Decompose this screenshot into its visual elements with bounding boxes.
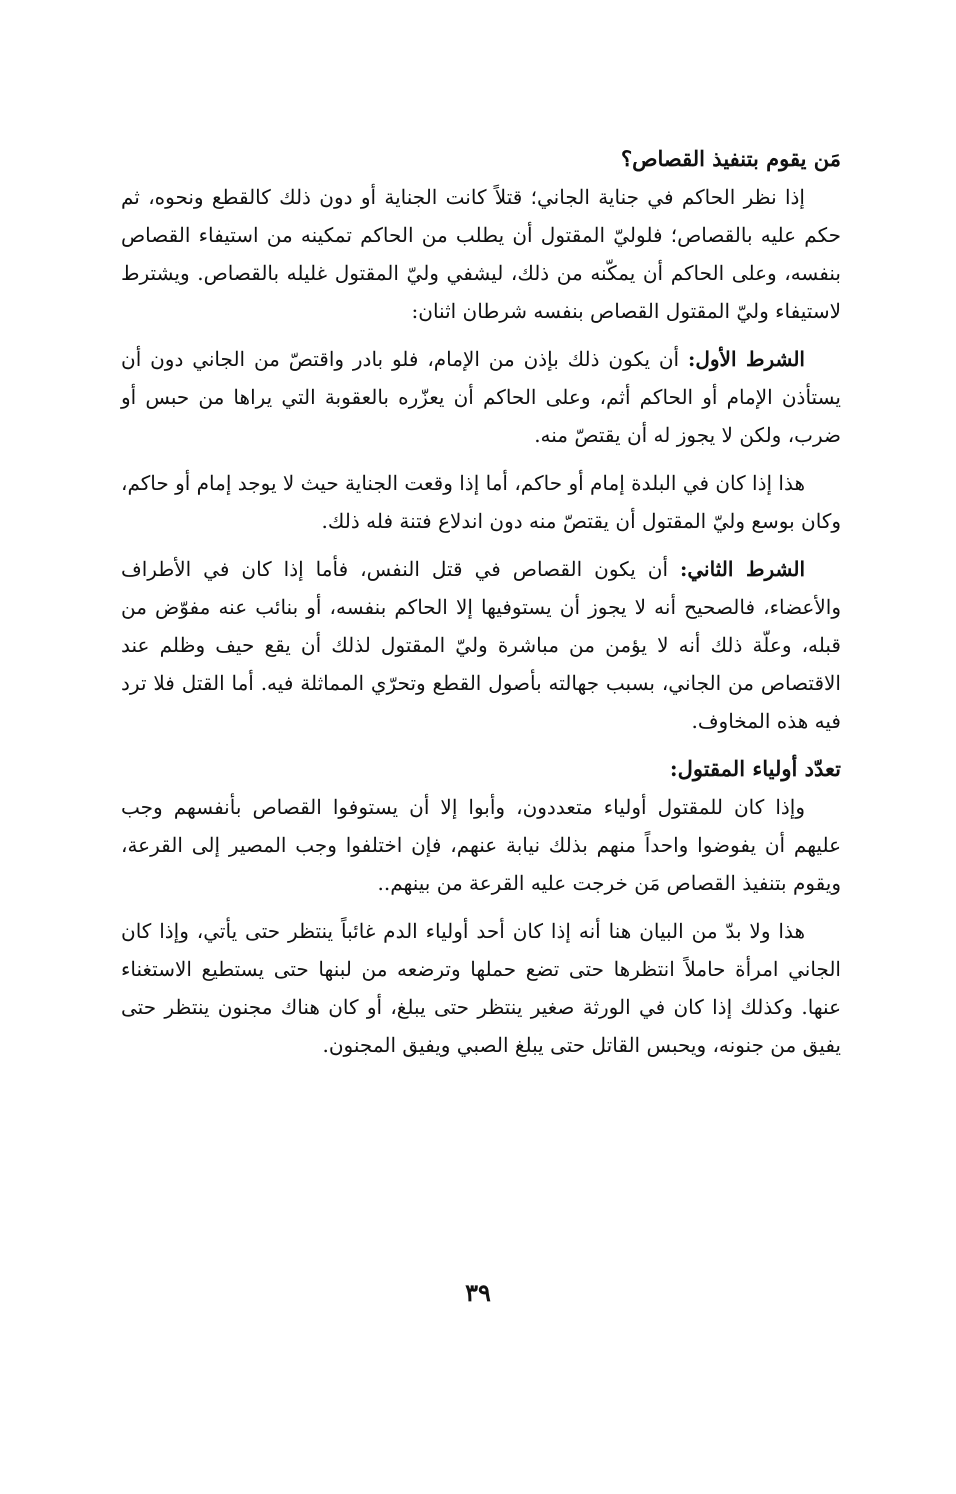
text-column (121, 140, 841, 1074)
condition-two-text: أن يكون القصاص في قتل النفس، فأما إذا كان في الأطراف والأعضاء، فالصحيح أنه لا يجوز أن يستوفيها إلا الحاكم بنفسه، أو بنائب عنه مفوّض من قبله، وعلّة ذلك أنه لا يؤمن من مباشرة وليّ المقتول لذلك أن يقع حيف وظلم عند الاقتصاص من الجاني، بسبب جهالته بأصول القطع وتحرّي المماثلة فيه. أما القتل فلا ترد فيه هذه المخاوف. (121, 557, 841, 733)
paragraph-intro: إذا نظر الحاكم في جناية الجاني؛ قتلاً كانت الجناية أو دون ذلك كالقطع ونحوه، ثم حكم عليه بالقصاص؛ فلوليّ المقتول أن يطلب من الحاكم تمكينه من استيفاء القصاص بنفسه، وعلى الحاكم أن يمكّنه من ذلك، ليشفي وليّ المقتول غليله بالقصاص. ويشترط لاستيفاء وليّ المقتول القصاص بنفسه شرطان اثنان: (121, 185, 841, 323)
page-number: ٣٩ (465, 1278, 491, 1307)
paragraph-condition-one (121, 340, 841, 454)
section-heading-who-executes: مَن يقوم بتنفيذ القصاص؟ (621, 146, 841, 171)
condition-two-label: الشرط الثاني: (680, 557, 806, 581)
condition-one-label: الشرط الأول: (687, 347, 805, 371)
paragraph-condition-two (121, 550, 841, 740)
section-heading-multiple-guardians: تعدّد أولياء المقتول: (669, 756, 841, 781)
condition-one-text: أن يكون ذلك بإذن من الإمام، فلو بادر واقتصّ من الجاني دون أن يستأذن الإمام أو الحاكم أثم، وعلى الحاكم أن يعزّره بالعقوبة التي يراها من حبس أو ضرب، ولكن لا يجوز له أن يقتصّ منه. (121, 347, 841, 447)
paragraph-no-ruler: هذا إذا كان في البلدة إمام أو حاكم، أما إذا وقعت الجناية حيث لا يوجد إمام أو حاكم، وكان بوسع وليّ المقتول أن يقتصّ منه دون اندلاع فتنة فله ذلك. (121, 471, 841, 533)
paragraph-multiple-guardians: وإذا كان للمقتول أولياء متعددون، وأبوا إلا أن يستوفوا القصاص بأنفسهم وجب عليهم أن يفوضوا واحداً منهم بذلك نيابة عنهم، فإن اختلفوا وجب المصير إلى القرعة، ويقوم بتنفيذ القصاص مَن خرجت عليه القرعة من بينهم.. (121, 795, 842, 895)
paragraph-waiting-cases: هذا ولا بدّ من البيان هنا أنه إذا كان أحد أولياء الدم غائباً ينتظر حتى يأتي، وإذا كان الجاني امرأة حاملاً انتظرها حتى تضع حملها وترضعه من لبنها حتى يستطيع الاستغناء عنها. وكذلك إذا كان في الورثة صغير ينتظر حتى يبلغ، أو كان هناك مجنون ينتظر حتى يفيق من جنونه، ويحبس القاتل حتى يبلغ الصبي ويفيق المجنون. (121, 919, 841, 1057)
